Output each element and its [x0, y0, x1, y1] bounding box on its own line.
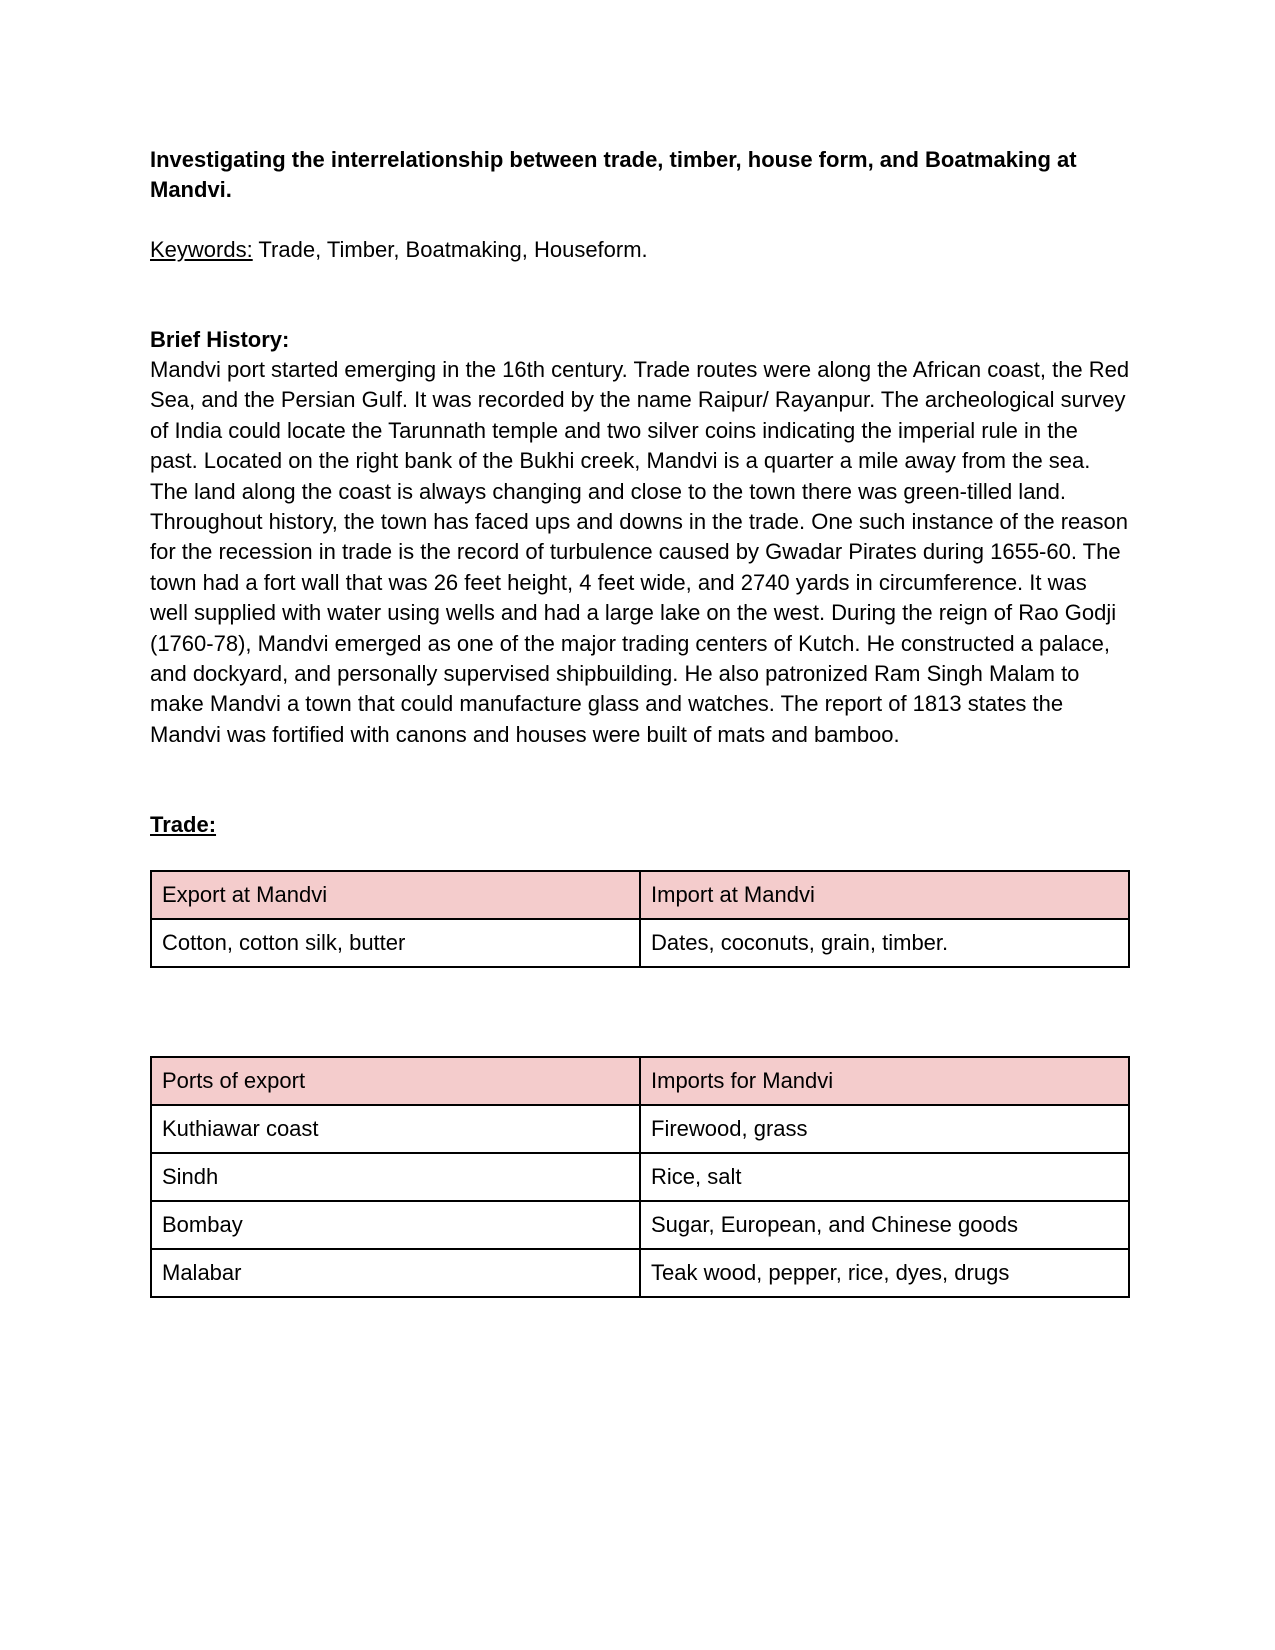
history-paragraph: Mandvi port started emerging in the 16th century. Trade routes were along the African coast, the Red Sea, and the Persian Gulf. It was recorded by the name Raipur/ Rayanpur. The archeological survey of India could locate the Tarunnath temple and two silver coins indicating the imperial rule in the past. Located on the right bank of the Bukhi creek, Mandvi is a quarter a mile away from the sea. The land along the coast is always changing and close to the town there was green-tilled land. Throughout history, the town has faced ups and downs in the trade. One such instance of the reason for the recession in trade is the record of turbulence caused by Gwadar Pirates during 1655-60. The town had a fort wall that was 26 feet height, 4 feet wide, and 2740 yards in circumference. It was well supplied with water using wells and had a large lake on the west. During the reign of Rao Godji (1760-78), Mandvi emerged as one of the major trading centers of Kutch. He constructed a palace, and dockyard, and personally supervised shipbuilding. He also patronized Ram Singh Malam to make Mandvi a town that could manufacture glass and watches. The report of 1813 states the Mandvi was fortified with canons and houses were built of mats and bamboo.: [150, 357, 1130, 747]
table-header-row: [151, 1057, 1129, 1105]
table-cell: Firewood, grass: [640, 1105, 1129, 1153]
table-cell: Bombay: [151, 1201, 640, 1249]
table-cell: Sugar, European, and Chinese goods: [640, 1201, 1129, 1249]
table-cell: Teak wood, pepper, rice, dyes, drugs: [640, 1249, 1129, 1297]
keywords-value: Trade, Timber, Boatmaking, Houseform.: [252, 237, 648, 262]
table-row: [151, 919, 1129, 967]
table-header-cell: Ports of export: [151, 1057, 640, 1105]
table-header-row: [151, 871, 1129, 919]
table-row: [151, 1153, 1129, 1201]
table-row: [151, 1201, 1129, 1249]
export-import-table: [150, 870, 1130, 968]
table-cell: Cotton, cotton silk, butter: [151, 919, 640, 967]
table-cell: Malabar: [151, 1249, 640, 1297]
document-title: Investigating the interrelationship between trade, timber, house form, and Boatmaking at Mandvi.: [150, 147, 1077, 202]
table-cell: Dates, coconuts, grain, timber.: [640, 919, 1129, 967]
table-row: [151, 1105, 1129, 1153]
history-heading: Brief History:: [150, 327, 290, 352]
table-row: [151, 1249, 1129, 1297]
document-page: [150, 145, 1130, 1298]
table-header-cell: Export at Mandvi: [151, 871, 640, 919]
table-cell: Kuthiawar coast: [151, 1105, 640, 1153]
keywords-label: Keywords:: [150, 237, 253, 262]
table-cell: Sindh: [151, 1153, 640, 1201]
keywords-line: [150, 235, 1130, 265]
trade-heading: Trade:: [150, 812, 217, 838]
table-header-cell: Imports for Mandvi: [640, 1057, 1129, 1105]
ports-imports-table: [150, 1056, 1130, 1298]
table-header-cell: Import at Mandvi: [640, 871, 1129, 919]
table-cell: Rice, salt: [640, 1153, 1129, 1201]
